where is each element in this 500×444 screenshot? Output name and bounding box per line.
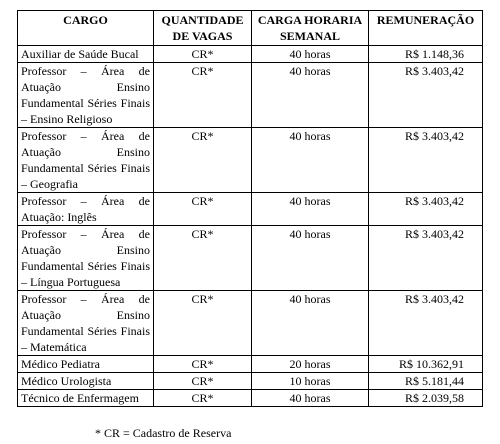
vagas-cell: CR* [154,193,252,226]
vagas-cell: CR* [154,373,252,390]
table-row [18,226,483,291]
vagas-cell: CR* [154,356,252,373]
vagas-cell: CR* [154,390,252,407]
carga-cell: 20 horas [252,356,369,373]
table-row [18,291,483,356]
remuneracao-cell: R$ 2.039,58 [369,390,483,407]
footnote: * CR = Cadastro de Reserva [95,426,232,440]
remuneracao-cell: R$ 5.181,44 [369,373,483,390]
table-row [18,193,483,226]
carga-cell: 40 horas [252,291,369,356]
carga-cell: 10 horas [252,373,369,390]
carga-cell: 40 horas [252,390,369,407]
cargo-cell: Médico Urologista [18,373,154,390]
cargo-cell: Técnico de Enfermagem [18,390,154,407]
vagas-cell: CR* [154,291,252,356]
vagas-cell: CR* [154,128,252,193]
table-row [18,46,483,63]
table-row [18,390,483,407]
remuneracao-cell: R$ 3.403,42 [369,226,483,291]
remuneracao-cell: R$ 3.403,42 [369,63,483,128]
cargo-cell: Professor – Área de Atuação Ensino Fundamental Séries Finais – Matemática [18,291,154,356]
carga-cell: 40 horas [252,193,369,226]
header-cargo: CARGO [18,11,154,46]
header-carga-horaria: CARGA HORARIA SEMANAL [252,11,369,46]
carga-cell: 40 horas [252,226,369,291]
carga-cell: 40 horas [252,46,369,63]
table-row [18,128,483,193]
cargo-cell: Professor – Área de Atuação: Inglês [18,193,154,226]
positions-table [17,10,483,407]
table-row [18,63,483,128]
cargo-cell: Professor – Área de Atuação Ensino Fundamental Séries Finais – Geografia [18,128,154,193]
carga-cell: 40 horas [252,63,369,128]
header-remuneracao: REMUNERAÇÃO [369,11,483,46]
remuneracao-cell: R$ 1.148,36 [369,46,483,63]
table-row [18,373,483,390]
remuneracao-cell: R$ 3.403,42 [369,193,483,226]
vagas-cell: CR* [154,63,252,128]
remuneracao-cell: R$ 3.403,42 [369,128,483,193]
cargo-cell: Professor – Área de Atuação Ensino Fundamental Séries Finais – Ensino Religioso [18,63,154,128]
cargo-cell: Auxiliar de Saúde Bucal [18,46,154,63]
vagas-cell: CR* [154,46,252,63]
table-row [18,356,483,373]
cargo-cell: Professor – Área de Atuação Ensino Fundamental Séries Finais – Língua Portuguesa [18,226,154,291]
remuneracao-cell: R$ 3.403,42 [369,291,483,356]
vagas-cell: CR* [154,226,252,291]
remuneracao-cell: R$ 10.362,91 [369,356,483,373]
header-quantidade-vagas: QUANTIDADE DE VAGAS [154,11,252,46]
header-row [18,11,483,46]
carga-cell: 40 horas [252,128,369,193]
cargo-cell: Médico Pediatra [18,356,154,373]
